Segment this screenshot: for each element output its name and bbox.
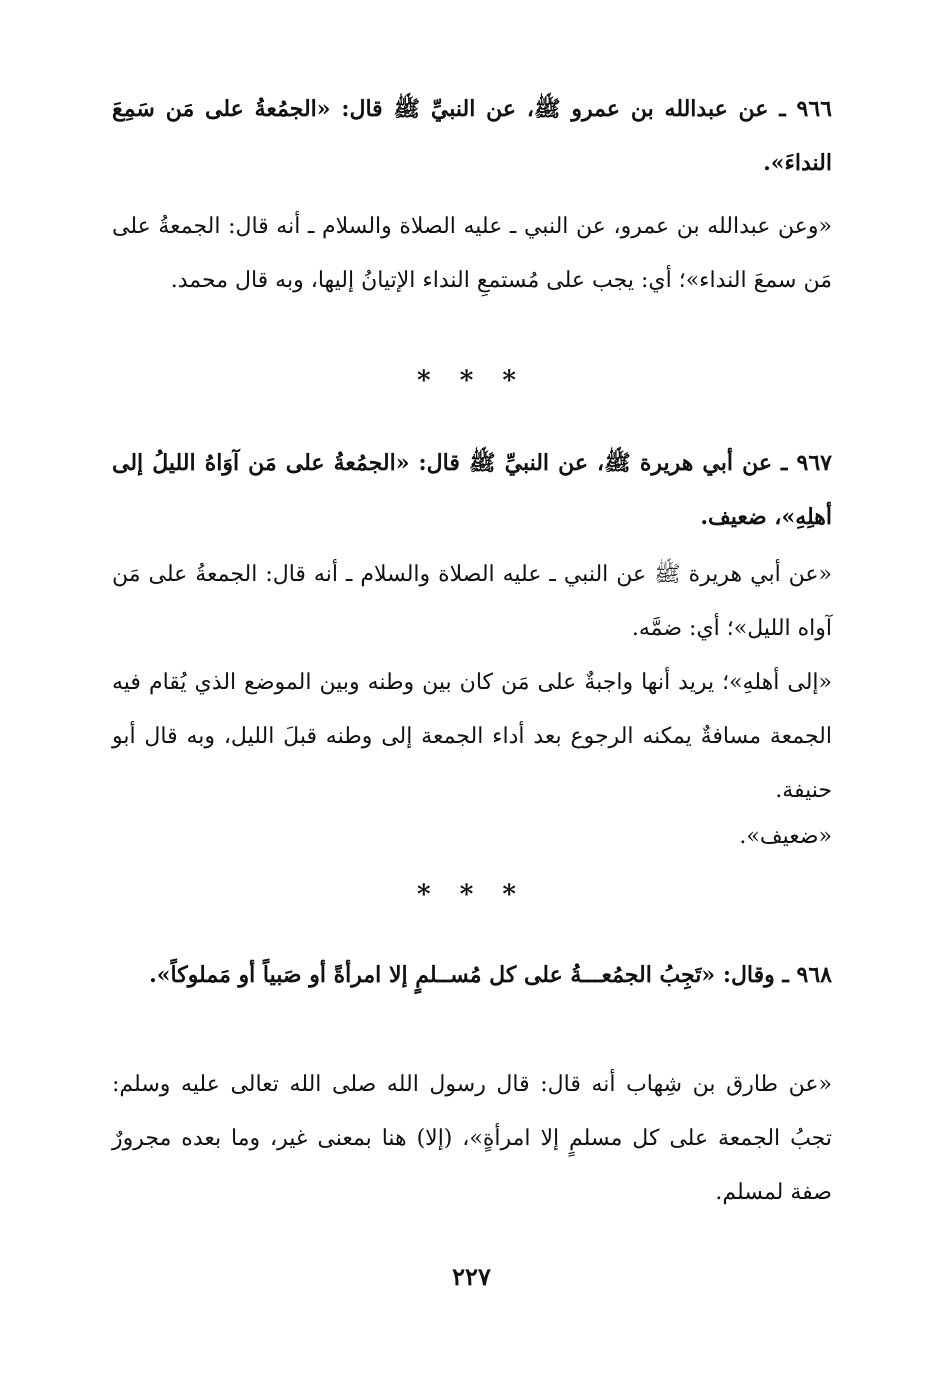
page-number: ٢٢٧	[452, 1262, 491, 1291]
hadith-966-text: ٩٦٦ ـ عن عبدالله بن عمرو ﷺ، عن النبيِّ ﷺ قال: «الجمُعةُ على مَن سَمِعَ النداءَ».	[112, 96, 832, 176]
hadith-967-text: ٩٦٧ ـ عن أبي هريرة ﷺ، عن النبيِّ ﷺ قال: «الجمُعةُ على مَن آوَاهُ الليلُ إلى أهلِهِ»، ضعيف.	[112, 450, 832, 530]
hadith-966-commentary: «وعن عبدالله بن عمرو، عن النبي ـ عليه الصلاة والسلام ـ أنه قال: الجمعةُ على مَن سمعَ النداء»؛ أي: يجب على مُستمعِ النداء الإتيانُ إليها، وبه قال محمد.	[112, 214, 832, 293]
hadith-967-commentary-3: «ضعيف».	[739, 824, 832, 849]
section-separator: * * *	[417, 366, 526, 396]
hadith-967-commentary-1: «عن أبي هريرة ﷺ عن النبي ـ عليه الصلاة والسلام ـ أنه قال: الجمعةُ على مَن آواه الليل»؛ أي: ضمَّه.	[112, 562, 832, 641]
hadith-968-commentary: «عن طارق بن شِهاب أنه قال: قال رسول الله صلى الله تعالى عليه وسلم: تجبُ الجمعة على كل مسلمٍ إلا امرأةٍ»، (إلا) هنا بمعنى غير، وما بعده مجرورٌ صفة لمسلم.	[112, 1072, 832, 1205]
hadith-968-text: ٩٦٨ ـ وقال: «تَجِبُ الجمُعـــةُ على كل مُســلمٍ إلا امرأةً أو صَبياً أو مَملوكاً».	[149, 962, 832, 988]
section-separator: * * *	[417, 880, 526, 910]
hadith-967-commentary-2: «إلى أهلهِ»؛ يريد أنها واجبةٌ على مَن كان بين وطنه وبين الموضع الذي يُقام فيه الجمعة مسافةٌ يمكنه الرجوع بعد أداء الجمعة إلى وطنه قبلَ الليل، وبه قال أبو حنيفة.	[112, 670, 832, 803]
